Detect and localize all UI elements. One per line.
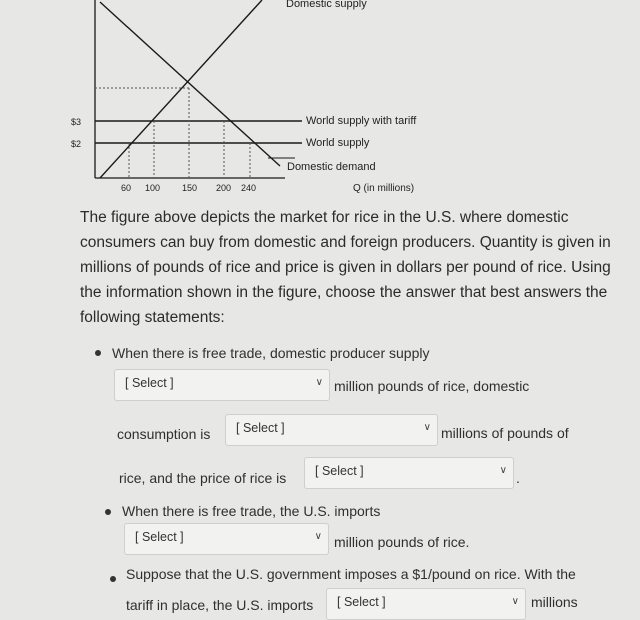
select-price-of-rice[interactable]	[304, 457, 514, 489]
select-placeholder: [ Select ]	[315, 464, 364, 478]
select-tariff-imports[interactable]	[326, 588, 526, 620]
question-intro: The figure above depicts the market for rice in the U.S. where domestic consumers can buy from domestic and foreign producers. Quantity is given in millions of pounds of rice and price is given in dollars per pound of rice. Using the information shown in the figure, choose the answer that best answers the following statements:	[80, 209, 611, 326]
y-tick-label: $3	[71, 117, 82, 127]
x-tick-label: 100	[145, 183, 161, 193]
q1-after-select1: million pounds of rice, domestic	[334, 378, 530, 394]
q1-consumption-label: consumption is	[117, 426, 211, 442]
select-placeholder: [ Select ]	[135, 530, 184, 544]
chevron-down-icon: ∨	[314, 531, 322, 542]
select-free-trade-imports[interactable]	[124, 523, 329, 555]
world-supply-tariff-label: World supply with tariff	[306, 115, 417, 127]
domestic-supply-label: Domestic supply	[286, 0, 367, 10]
bullet-3	[110, 576, 116, 582]
bullet-1	[95, 350, 101, 356]
q2-prefix: When there is free trade, the U.S. imports	[122, 503, 381, 519]
chevron-down-icon: ∨	[499, 465, 507, 476]
q1-period: .	[516, 470, 520, 486]
x-tick-label: 200	[216, 183, 232, 193]
q1-prefix: When there is free trade, domestic producer supply	[112, 345, 430, 361]
select-placeholder: [ Select ]	[125, 376, 174, 390]
select-domestic-supply[interactable]	[114, 369, 330, 401]
y-tick-label: $2	[71, 139, 82, 149]
chevron-down-icon: ∨	[511, 596, 519, 607]
chevron-down-icon: ∨	[315, 377, 323, 388]
select-placeholder: [ Select ]	[236, 421, 285, 435]
domestic-demand-label: Domestic demand	[287, 161, 376, 173]
domestic-supply-curve	[100, 0, 262, 178]
domestic-demand-curve	[100, 2, 280, 166]
q3-after-select: millions	[531, 594, 578, 610]
q1-after-select2: millions of pounds of	[441, 425, 569, 441]
x-tick-label: 150	[182, 183, 198, 193]
select-domestic-consumption[interactable]	[225, 414, 438, 446]
x-tick-label: 240	[241, 183, 257, 193]
bullet-2	[105, 509, 111, 515]
rice-market-figure	[0, 0, 640, 205]
x-axis-label: Q (in millions)	[353, 183, 415, 194]
q3-line2: tariff in place, the U.S. imports	[126, 597, 314, 613]
select-placeholder: [ Select ]	[337, 595, 386, 609]
world-supply-label: World supply	[306, 137, 370, 149]
q1-price-label: rice, and the price of rice is	[119, 470, 287, 486]
q3-prefix: Suppose that the U.S. government imposes a $1/pound on rice. With the	[126, 566, 576, 582]
x-tick-label: 60	[121, 183, 132, 193]
q2-after-select: million pounds of rice.	[334, 534, 470, 550]
chevron-down-icon: ∨	[423, 422, 431, 433]
